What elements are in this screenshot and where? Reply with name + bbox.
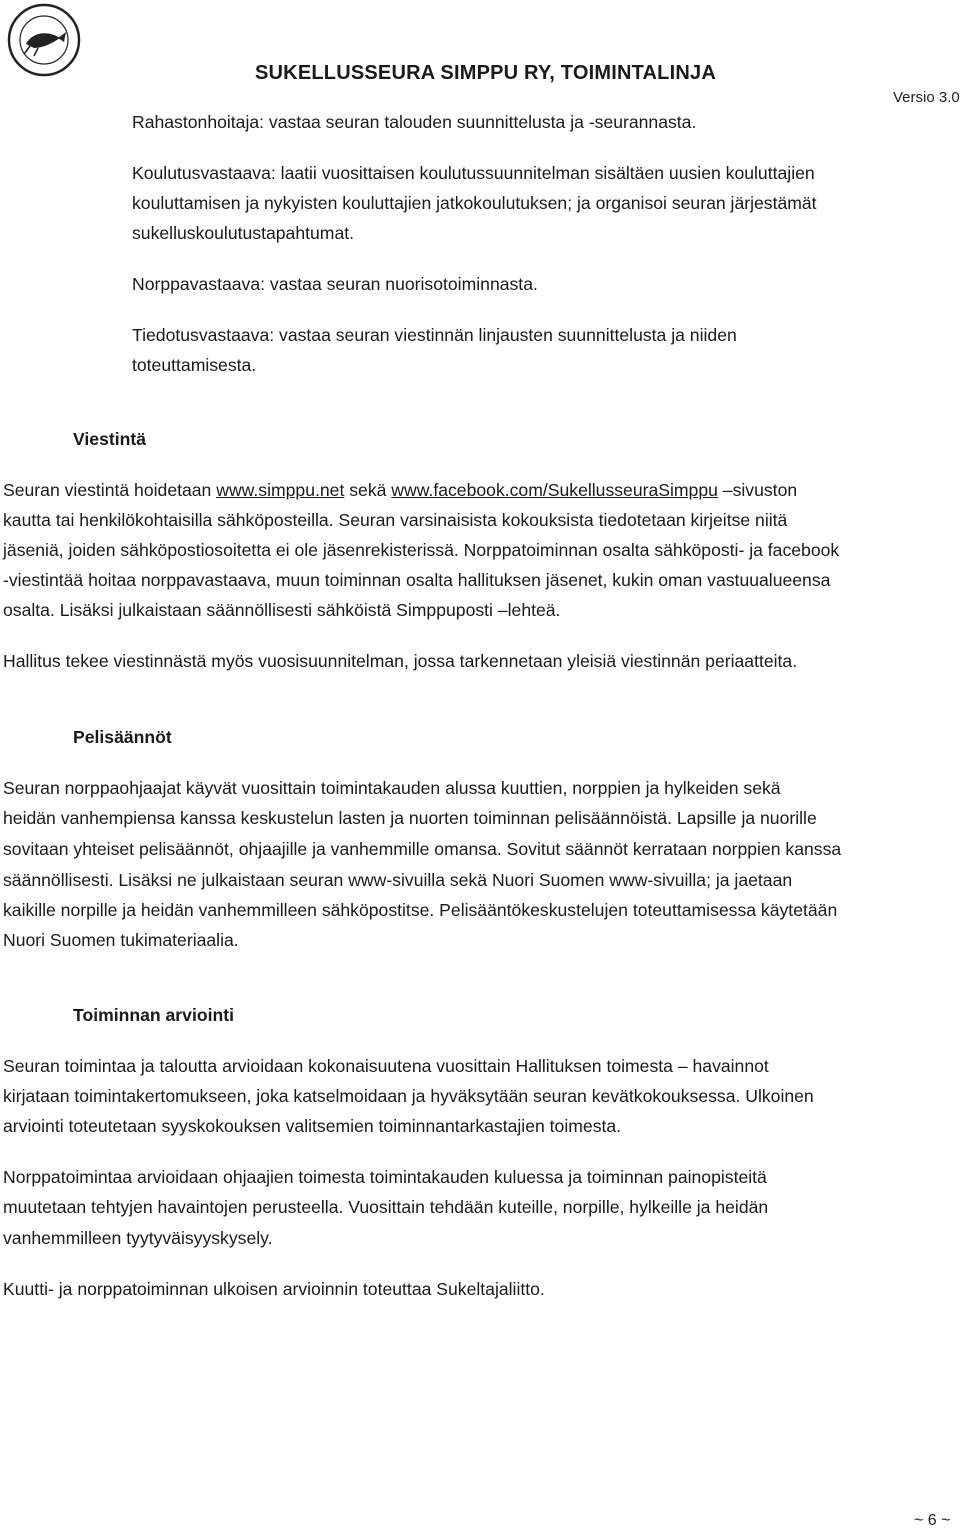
pelisaannot-line: säännöllisesti. Lisäksi ne julkaistaan seuran www-sivuilla sekä Nuori Suomen www-sivuilla; ja jaetaan	[3, 870, 793, 890]
heading-arviointi: Toiminnan arviointi	[73, 1005, 234, 1025]
role-norppa: Norppavastaava: vastaa seuran nuorisotoiminnasta.	[132, 274, 538, 294]
arviointi-p1-line: arviointi toteutetaan syyskokouksen valitsemien toiminnantarkastajien toimesta.	[3, 1116, 622, 1136]
arviointi-p3: Kuutti- ja norppatoiminnan ulkoisen arvioinnin toteuttaa Sukeltajaliitto.	[3, 1279, 545, 1299]
pelisaannot-line: Nuori Suomen tukimateriaalia.	[3, 930, 239, 950]
club-logo	[4, 2, 84, 78]
text-segment: sekä	[344, 480, 392, 500]
role-tiedotus-line: Tiedotusvastaava: vastaa seuran viestinnän linjausten suunnittelusta ja niiden	[132, 325, 737, 345]
heading-pelisaannot: Pelisäännöt	[73, 727, 172, 747]
role-koulutus-line: sukelluskoulutustapahtumat.	[132, 223, 355, 243]
pelisaannot-line: kaikille norpille ja heidän vanhemmilleen sähköpostitse. Pelisääntökeskustelujen toteuttamisessa käytetään	[3, 900, 838, 920]
page-number: ~ 6 ~	[914, 1512, 951, 1529]
viestinta-hallitus: Hallitus tekee viestinnästä myös vuosisuunnitelman, jossa tarkennetaan yleisiä viestinnän periaatteita.	[3, 651, 798, 671]
role-koulutus-line: Koulutusvastaava: laatii vuosittaisen koulutussuunnitelman sisältäen uusien kouluttajien	[132, 163, 815, 183]
link-simppu-net[interactable]: www.simppu.net	[216, 480, 345, 500]
arviointi-p2-line: Norppatoimintaa arvioidaan ohjaajien toimesta toimintakauden kuluessa ja toiminnan painopisteitä	[3, 1167, 767, 1187]
arviointi-p2-line: muutetaan tehtyjen havaintojen perusteella. Vuosittain tehdään kuteille, norpille, hylkeille ja heidän	[3, 1197, 769, 1217]
text-segment: –sivuston	[717, 480, 798, 500]
arviointi-p1-line: Seuran toimintaa ja taloutta arvioidaan kokonaisuutena vuosittain Hallituksen toimesta – havainnot	[3, 1056, 769, 1076]
viestinta-line: jäseniä, joiden sähköpostiosoitetta ei ole jäsenrekisterissä. Norppatoiminnan osalta sähköposti- ja facebook	[3, 540, 840, 560]
document-title: SUKELLUSSEURA SIMPPU RY, TOIMINTALINJA	[255, 62, 716, 84]
pelisaannot-line: heidän vanhempiensa kanssa keskustelun lasten ja nuorten toiminnan pelisäännöistä. Lapsille ja nuorille	[3, 808, 817, 828]
role-rahastonhoitaja: Rahastonhoitaja: vastaa seuran talouden suunnittelusta ja -seurannasta.	[132, 112, 697, 132]
pelisaannot-line: Seuran norppaohjaajat käyvät vuosittain toimintakauden alussa kuuttien, norppien ja hylkeiden sekä	[3, 778, 781, 798]
viestinta-line: osalta. Lisäksi julkaistaan säännöllisesti sähköistä Simppuposti –lehteä.	[3, 600, 561, 620]
viestinta-line: -viestintää hoitaa norppavastaava, muun toiminnan osalta hallituksen jäsenet, kukin oman vastuualueensa	[3, 570, 831, 590]
arviointi-p2-line: vanhemmilleen tyytyväisyyskysely.	[3, 1228, 273, 1248]
link-facebook[interactable]: www.facebook.com/SukellusseuraSimppu	[391, 480, 718, 500]
heading-viestinta: Viestintä	[73, 429, 147, 449]
viestinta-first-line	[3, 479, 797, 501]
arviointi-p1-line: kirjataan toimintakertomukseen, joka katselmoidaan ja hyväksytään seuran kevätkokouksessa. Ulkoinen	[3, 1086, 814, 1106]
version-label: Versio 3.0	[893, 89, 960, 106]
role-tiedotus-line: toteuttamisesta.	[132, 355, 257, 375]
text-segment: Seuran viestintä hoidetaan	[3, 480, 217, 500]
role-koulutus-line: kouluttamisen ja nykyisten kouluttajien jatkokoulutuksen; ja organisoi seuran järjestämät	[132, 193, 817, 213]
pelisaannot-line: sovitaan yhteiset pelisäännöt, ohjaajille ja vanhemmille omansa. Sovitut säännöt kerrataan norppien kanssa	[3, 839, 842, 859]
viestinta-line: kautta tai henkilökohtaisilla sähköposteilla. Seuran varsinaisista kokouksista tiedotetaan kirjeitse niitä	[3, 510, 788, 530]
